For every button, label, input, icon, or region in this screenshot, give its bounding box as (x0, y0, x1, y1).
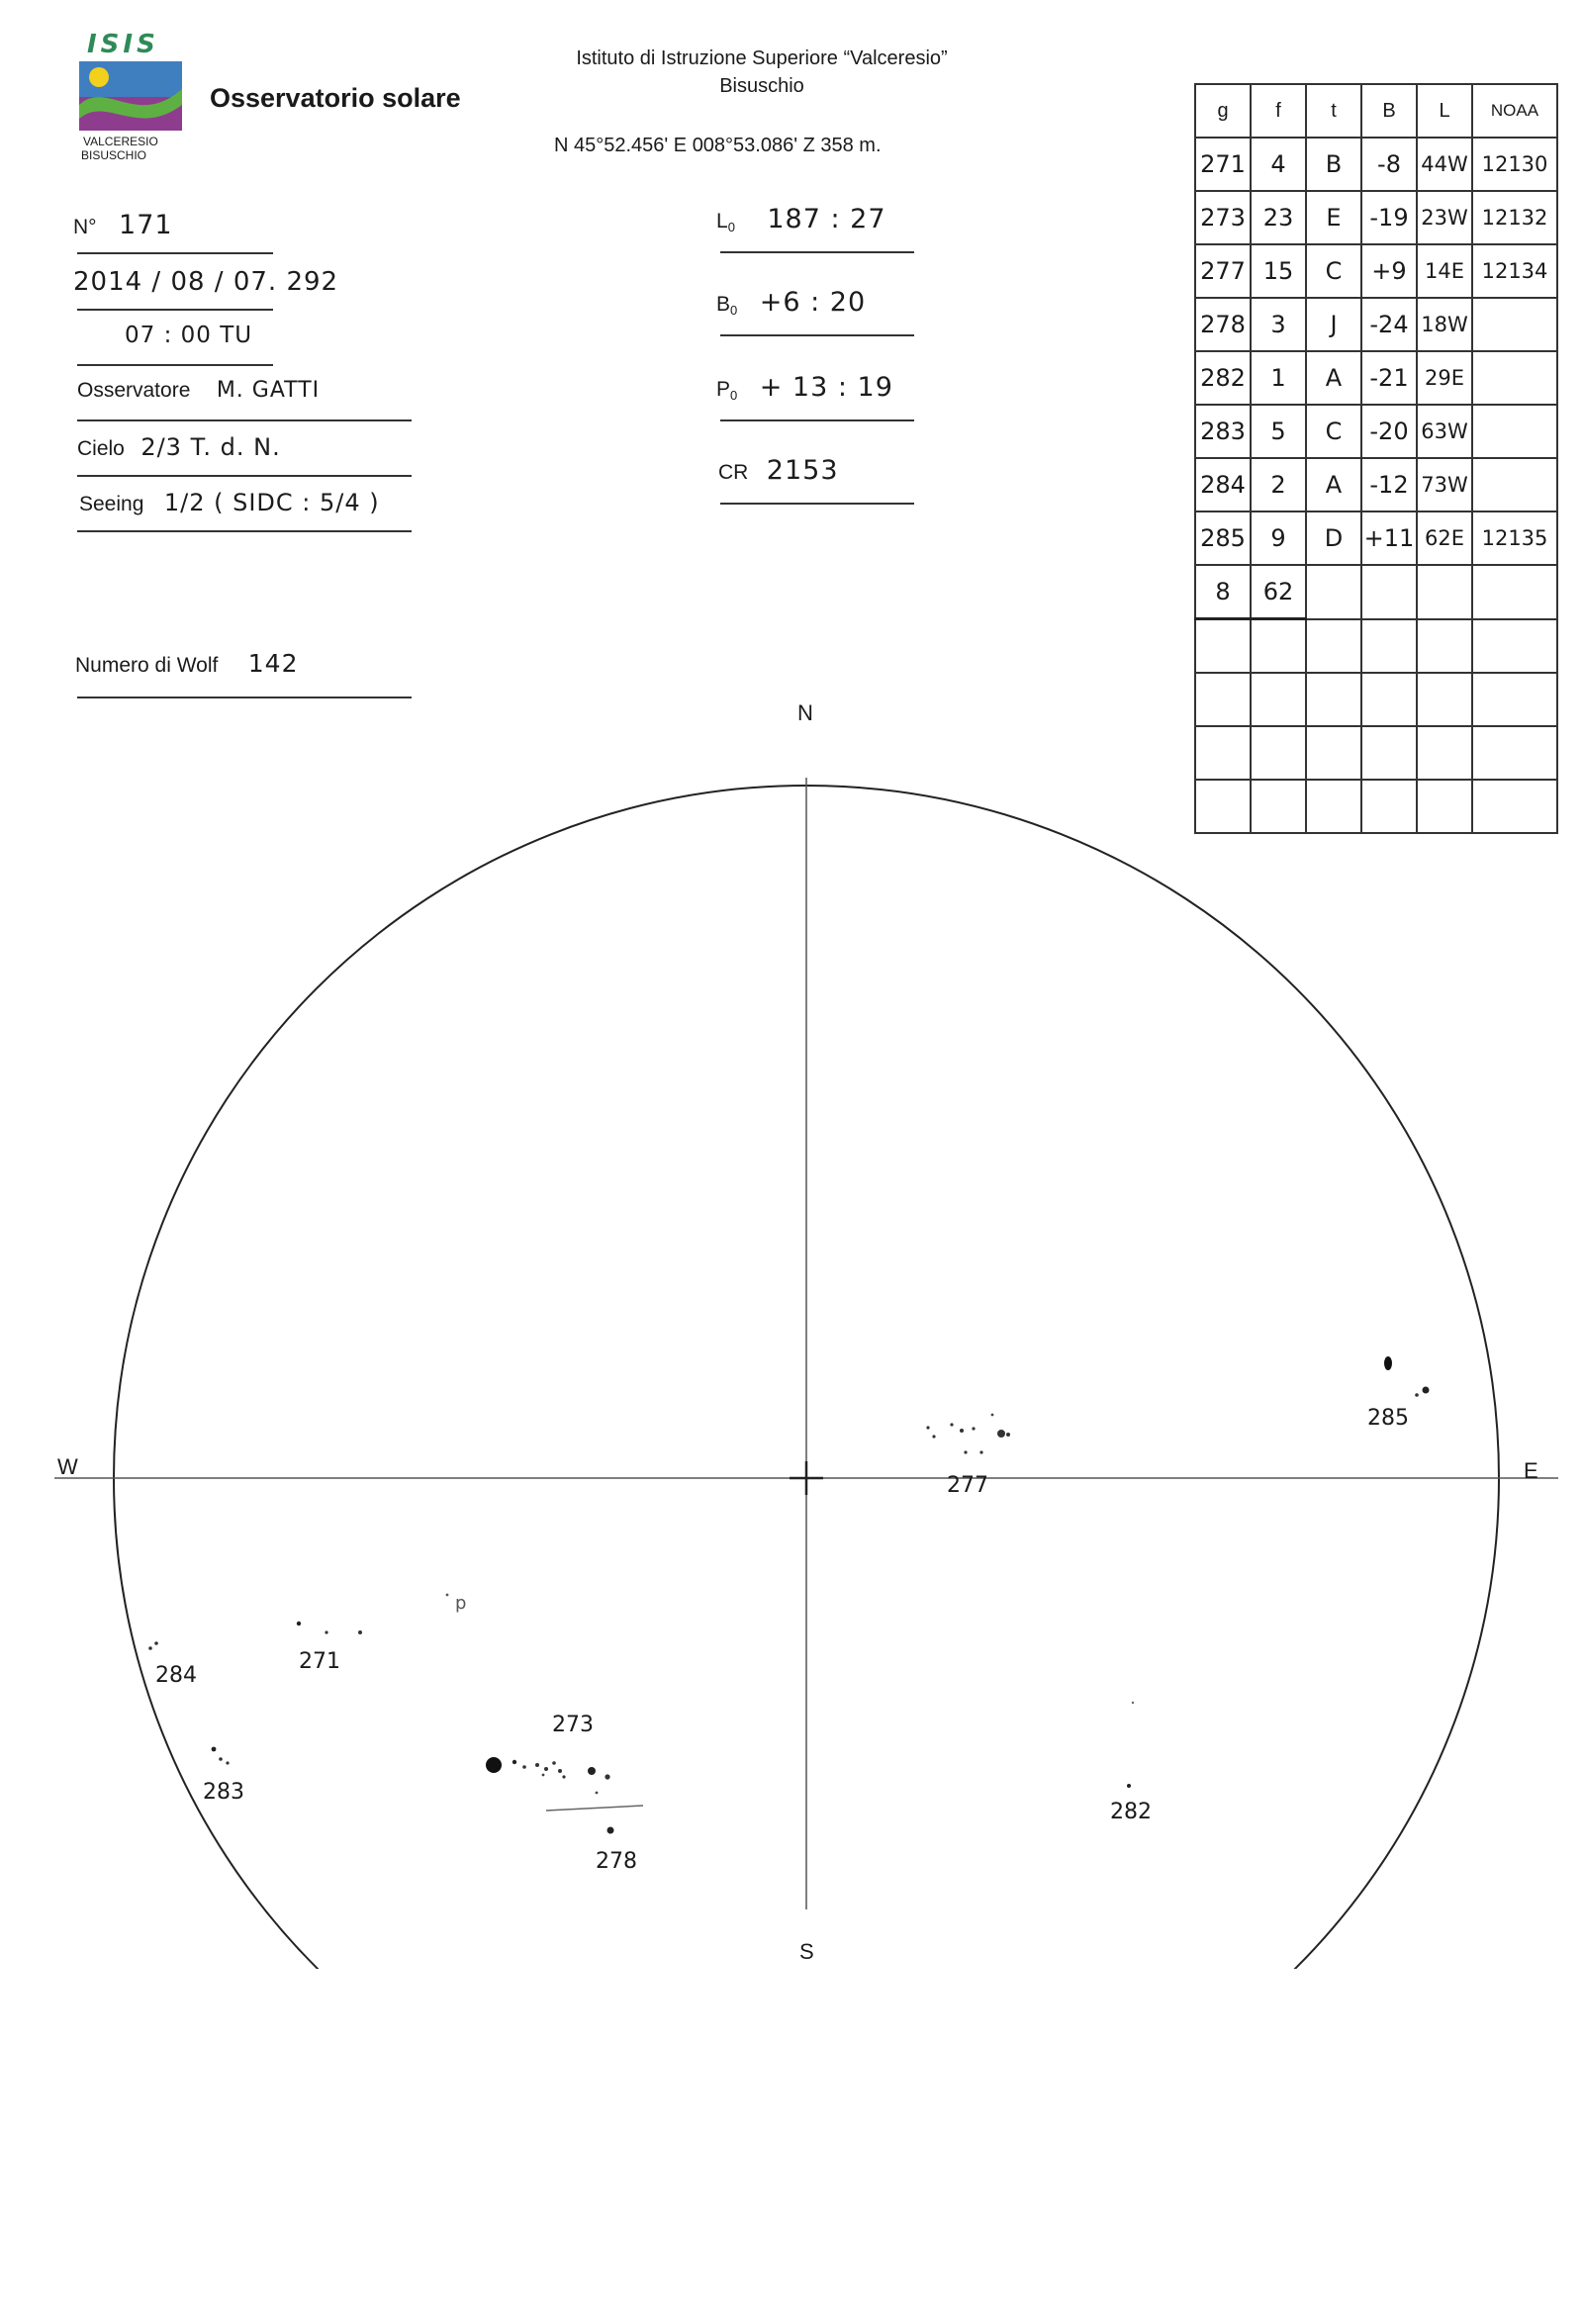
sunspot (562, 1775, 565, 1778)
cell-type: D (1306, 511, 1361, 565)
sunspot (558, 1769, 562, 1773)
cell-noaa: 12134 (1472, 244, 1557, 298)
table-row (1195, 191, 1557, 244)
observer-underline (77, 419, 412, 421)
b0-value: +6 : 20 (759, 287, 867, 318)
empty-cell (1472, 565, 1557, 619)
cell-type: J (1306, 298, 1361, 351)
group-label-271: 271 (299, 1649, 340, 1674)
institute-name: Istituto di Istruzione Superiore “Valceresio” (576, 47, 948, 69)
cell-group: 284 (1195, 458, 1251, 511)
total-groups: 8 (1195, 565, 1251, 619)
group-label-284: 284 (155, 1663, 197, 1688)
sunspot-group-285 (1367, 1356, 1430, 1431)
sunspot-group-271 (297, 1622, 362, 1674)
wolf-number-field (75, 649, 299, 678)
west-label: W (57, 1454, 78, 1479)
institute-town: Bisuschio (719, 75, 804, 97)
group-label-278: 278 (596, 1849, 637, 1874)
l0-value: 187 : 27 (767, 204, 886, 234)
sunspot-group-284 (148, 1641, 197, 1688)
sunspot (1384, 1356, 1392, 1370)
b0-field (716, 287, 866, 318)
sunspot (219, 1757, 223, 1761)
sunspot (1127, 1784, 1131, 1788)
cell-noaa (1472, 351, 1557, 405)
table-row (1195, 298, 1557, 351)
cell-latitude: -19 (1361, 191, 1417, 244)
cell-group: 277 (1195, 244, 1251, 298)
empty-cell (1417, 619, 1472, 674)
sky-value: 2/3 T. d. N. (140, 433, 281, 461)
cell-spots: 5 (1251, 405, 1306, 458)
p0-subscript: 0 (730, 388, 738, 404)
sunspot (950, 1423, 953, 1426)
cell-spots: 23 (1251, 191, 1306, 244)
sunspot (1006, 1433, 1010, 1437)
cell-noaa (1472, 405, 1557, 458)
observation-date: 2014 / 08 / 07. 292 (73, 267, 339, 297)
seeing-field (79, 489, 380, 516)
group-label-285: 285 (1367, 1406, 1409, 1431)
sunspot (972, 1427, 975, 1430)
group-label-273: 273 (552, 1713, 594, 1737)
logo-text: ISIS (87, 30, 159, 59)
cell-longitude: 29E (1417, 351, 1472, 405)
l0-subscript: 0 (727, 220, 735, 235)
pore-mark (446, 1593, 467, 1614)
observer-value: M. GATTI (216, 378, 321, 403)
cell-latitude: -20 (1361, 405, 1417, 458)
l0-field (716, 204, 886, 234)
sky-field (77, 433, 281, 461)
sunspot (297, 1622, 301, 1626)
cell-group: 283 (1195, 405, 1251, 458)
sunspot-group-283 (203, 1747, 244, 1805)
sunspot (154, 1641, 158, 1645)
record-number (73, 210, 173, 240)
header-group: g (1195, 84, 1251, 138)
sunspot-group-277 (926, 1414, 1010, 1498)
cell-latitude: -21 (1361, 351, 1417, 405)
separator-mark (546, 1806, 643, 1811)
cell-group: 271 (1195, 138, 1251, 191)
sunspot (544, 1767, 548, 1771)
sunspot (1132, 1702, 1134, 1704)
wolf-label: Numero di Wolf (75, 654, 219, 677)
sunspot-group-282 (1110, 1702, 1152, 1824)
sunspot (1423, 1387, 1430, 1394)
cell-type: A (1306, 351, 1361, 405)
cell-longitude: 62E (1417, 511, 1472, 565)
table-row (1195, 351, 1557, 405)
pore-dot (446, 1594, 449, 1597)
observation-time: 07 : 00 TU (125, 323, 253, 348)
header-latitude: B (1361, 84, 1417, 138)
cell-type: C (1306, 244, 1361, 298)
logo-graphic (77, 59, 186, 135)
sunspot (212, 1747, 217, 1752)
sunspot (358, 1630, 362, 1634)
table-row (1195, 244, 1557, 298)
seeing-value: 1/2 ( SIDC : 5/4 ) (163, 489, 380, 516)
empty-cell (1361, 565, 1417, 619)
cell-type: A (1306, 458, 1361, 511)
cr-underline (720, 503, 914, 505)
north-label: N (797, 700, 813, 725)
cell-group: 282 (1195, 351, 1251, 405)
p0-underline (720, 419, 914, 421)
sky-label: Cielo (77, 437, 125, 460)
header-spots: f (1251, 84, 1306, 138)
cell-noaa (1472, 298, 1557, 351)
solar-disk-drawing (0, 683, 1583, 1969)
south-label: S (799, 1939, 814, 1964)
empty-cell (1306, 619, 1361, 674)
seeing-label: Seeing (79, 493, 144, 515)
cell-longitude: 23W (1417, 191, 1472, 244)
logo-subtitle-2: BISUSCHIO (81, 148, 147, 162)
time-underline (77, 364, 273, 366)
sunspot-group-273 (486, 1713, 610, 1794)
cell-group: 278 (1195, 298, 1251, 351)
number-underline (77, 252, 273, 254)
cell-longitude: 18W (1417, 298, 1472, 351)
cr-field (718, 455, 839, 486)
sunspot (991, 1414, 994, 1417)
cell-noaa: 12135 (1472, 511, 1557, 565)
group-label-277: 277 (947, 1473, 988, 1498)
sky-underline (77, 475, 412, 477)
observer-field (77, 378, 320, 403)
cell-group: 285 (1195, 511, 1251, 565)
cell-noaa (1472, 458, 1557, 511)
logo-subtitle-1: VALCERESIO (83, 135, 158, 148)
cr-value: 2153 (766, 455, 839, 486)
table-row (1195, 511, 1557, 565)
isis-logo (77, 30, 186, 168)
sunspot (926, 1426, 929, 1429)
sunspot (596, 1792, 599, 1795)
group-label-283: 283 (203, 1780, 244, 1805)
cell-latitude: -24 (1361, 298, 1417, 351)
sunspot (226, 1761, 229, 1764)
sunspot (932, 1435, 935, 1438)
cell-longitude: 63W (1417, 405, 1472, 458)
p0-field (716, 372, 893, 403)
cell-type: B (1306, 138, 1361, 191)
l0-label: L (716, 210, 728, 232)
empty-cell (1251, 619, 1306, 674)
table-total-row (1195, 565, 1557, 619)
east-label: E (1524, 1458, 1538, 1483)
p0-value: + 13 : 19 (759, 372, 893, 403)
observatory-title: Osservatorio solare (210, 83, 461, 113)
cell-latitude: -12 (1361, 458, 1417, 511)
seeing-underline (77, 530, 412, 532)
sunspot (964, 1450, 967, 1453)
date-underline (77, 309, 273, 311)
b0-subscript: 0 (730, 303, 738, 319)
l0-underline (720, 251, 914, 253)
record-number-label: N° (73, 216, 97, 238)
cell-type: E (1306, 191, 1361, 244)
b0-label: B (716, 293, 731, 316)
sunspot (325, 1630, 327, 1633)
sunspot (542, 1774, 545, 1777)
empty-cell (1195, 619, 1251, 674)
sunspot (486, 1757, 502, 1773)
empty-cell (1361, 619, 1417, 674)
header-noaa: NOAA (1472, 84, 1557, 138)
cell-spots: 2 (1251, 458, 1306, 511)
wolf-value: 142 (247, 649, 299, 678)
p0-label: P (716, 378, 731, 401)
cell-latitude: +11 (1361, 511, 1417, 565)
cell-spots: 3 (1251, 298, 1306, 351)
cell-spots: 15 (1251, 244, 1306, 298)
cell-longitude: 14E (1417, 244, 1472, 298)
sunspot (535, 1763, 539, 1767)
table-row (1195, 138, 1557, 191)
header-longitude: L (1417, 84, 1472, 138)
site-coordinates: N 45°52.456' E 008°53.086' Z 358 m. (554, 135, 882, 156)
table-header-row (1195, 84, 1557, 138)
cell-latitude: +9 (1361, 244, 1417, 298)
cell-longitude: 73W (1417, 458, 1472, 511)
cell-spots: 4 (1251, 138, 1306, 191)
sunspot (605, 1774, 609, 1779)
cell-noaa: 12132 (1472, 191, 1557, 244)
total-spots: 62 (1251, 565, 1306, 619)
table-row (1195, 458, 1557, 511)
empty-cell (1306, 565, 1361, 619)
b0-underline (720, 334, 914, 336)
table-row (1195, 405, 1557, 458)
pore-label: p (455, 1593, 467, 1614)
empty-cell (1472, 619, 1557, 674)
header-type: t (1306, 84, 1361, 138)
cell-spots: 1 (1251, 351, 1306, 405)
cr-label: CR (718, 461, 749, 484)
cell-latitude: -8 (1361, 138, 1417, 191)
sunspot (607, 1827, 614, 1834)
sunspot (588, 1767, 596, 1775)
group-label-282: 282 (1110, 1800, 1152, 1824)
cell-group: 273 (1195, 191, 1251, 244)
cell-type: C (1306, 405, 1361, 458)
sunspot (512, 1760, 516, 1764)
sunspot (997, 1430, 1005, 1438)
record-number-value: 171 (119, 210, 173, 240)
cell-longitude: 44W (1417, 138, 1472, 191)
sunspot (522, 1765, 526, 1769)
sunspot (979, 1450, 982, 1453)
empty-cell (1417, 565, 1472, 619)
observer-label: Osservatore (77, 379, 191, 402)
cell-noaa: 12130 (1472, 138, 1557, 191)
sunspot (960, 1429, 964, 1433)
sunspot (1415, 1393, 1419, 1397)
cell-spots: 9 (1251, 511, 1306, 565)
sunspot-group-278 (596, 1827, 637, 1875)
sunspot (552, 1761, 556, 1765)
table-empty-row (1195, 619, 1557, 674)
sunspot (148, 1646, 152, 1650)
